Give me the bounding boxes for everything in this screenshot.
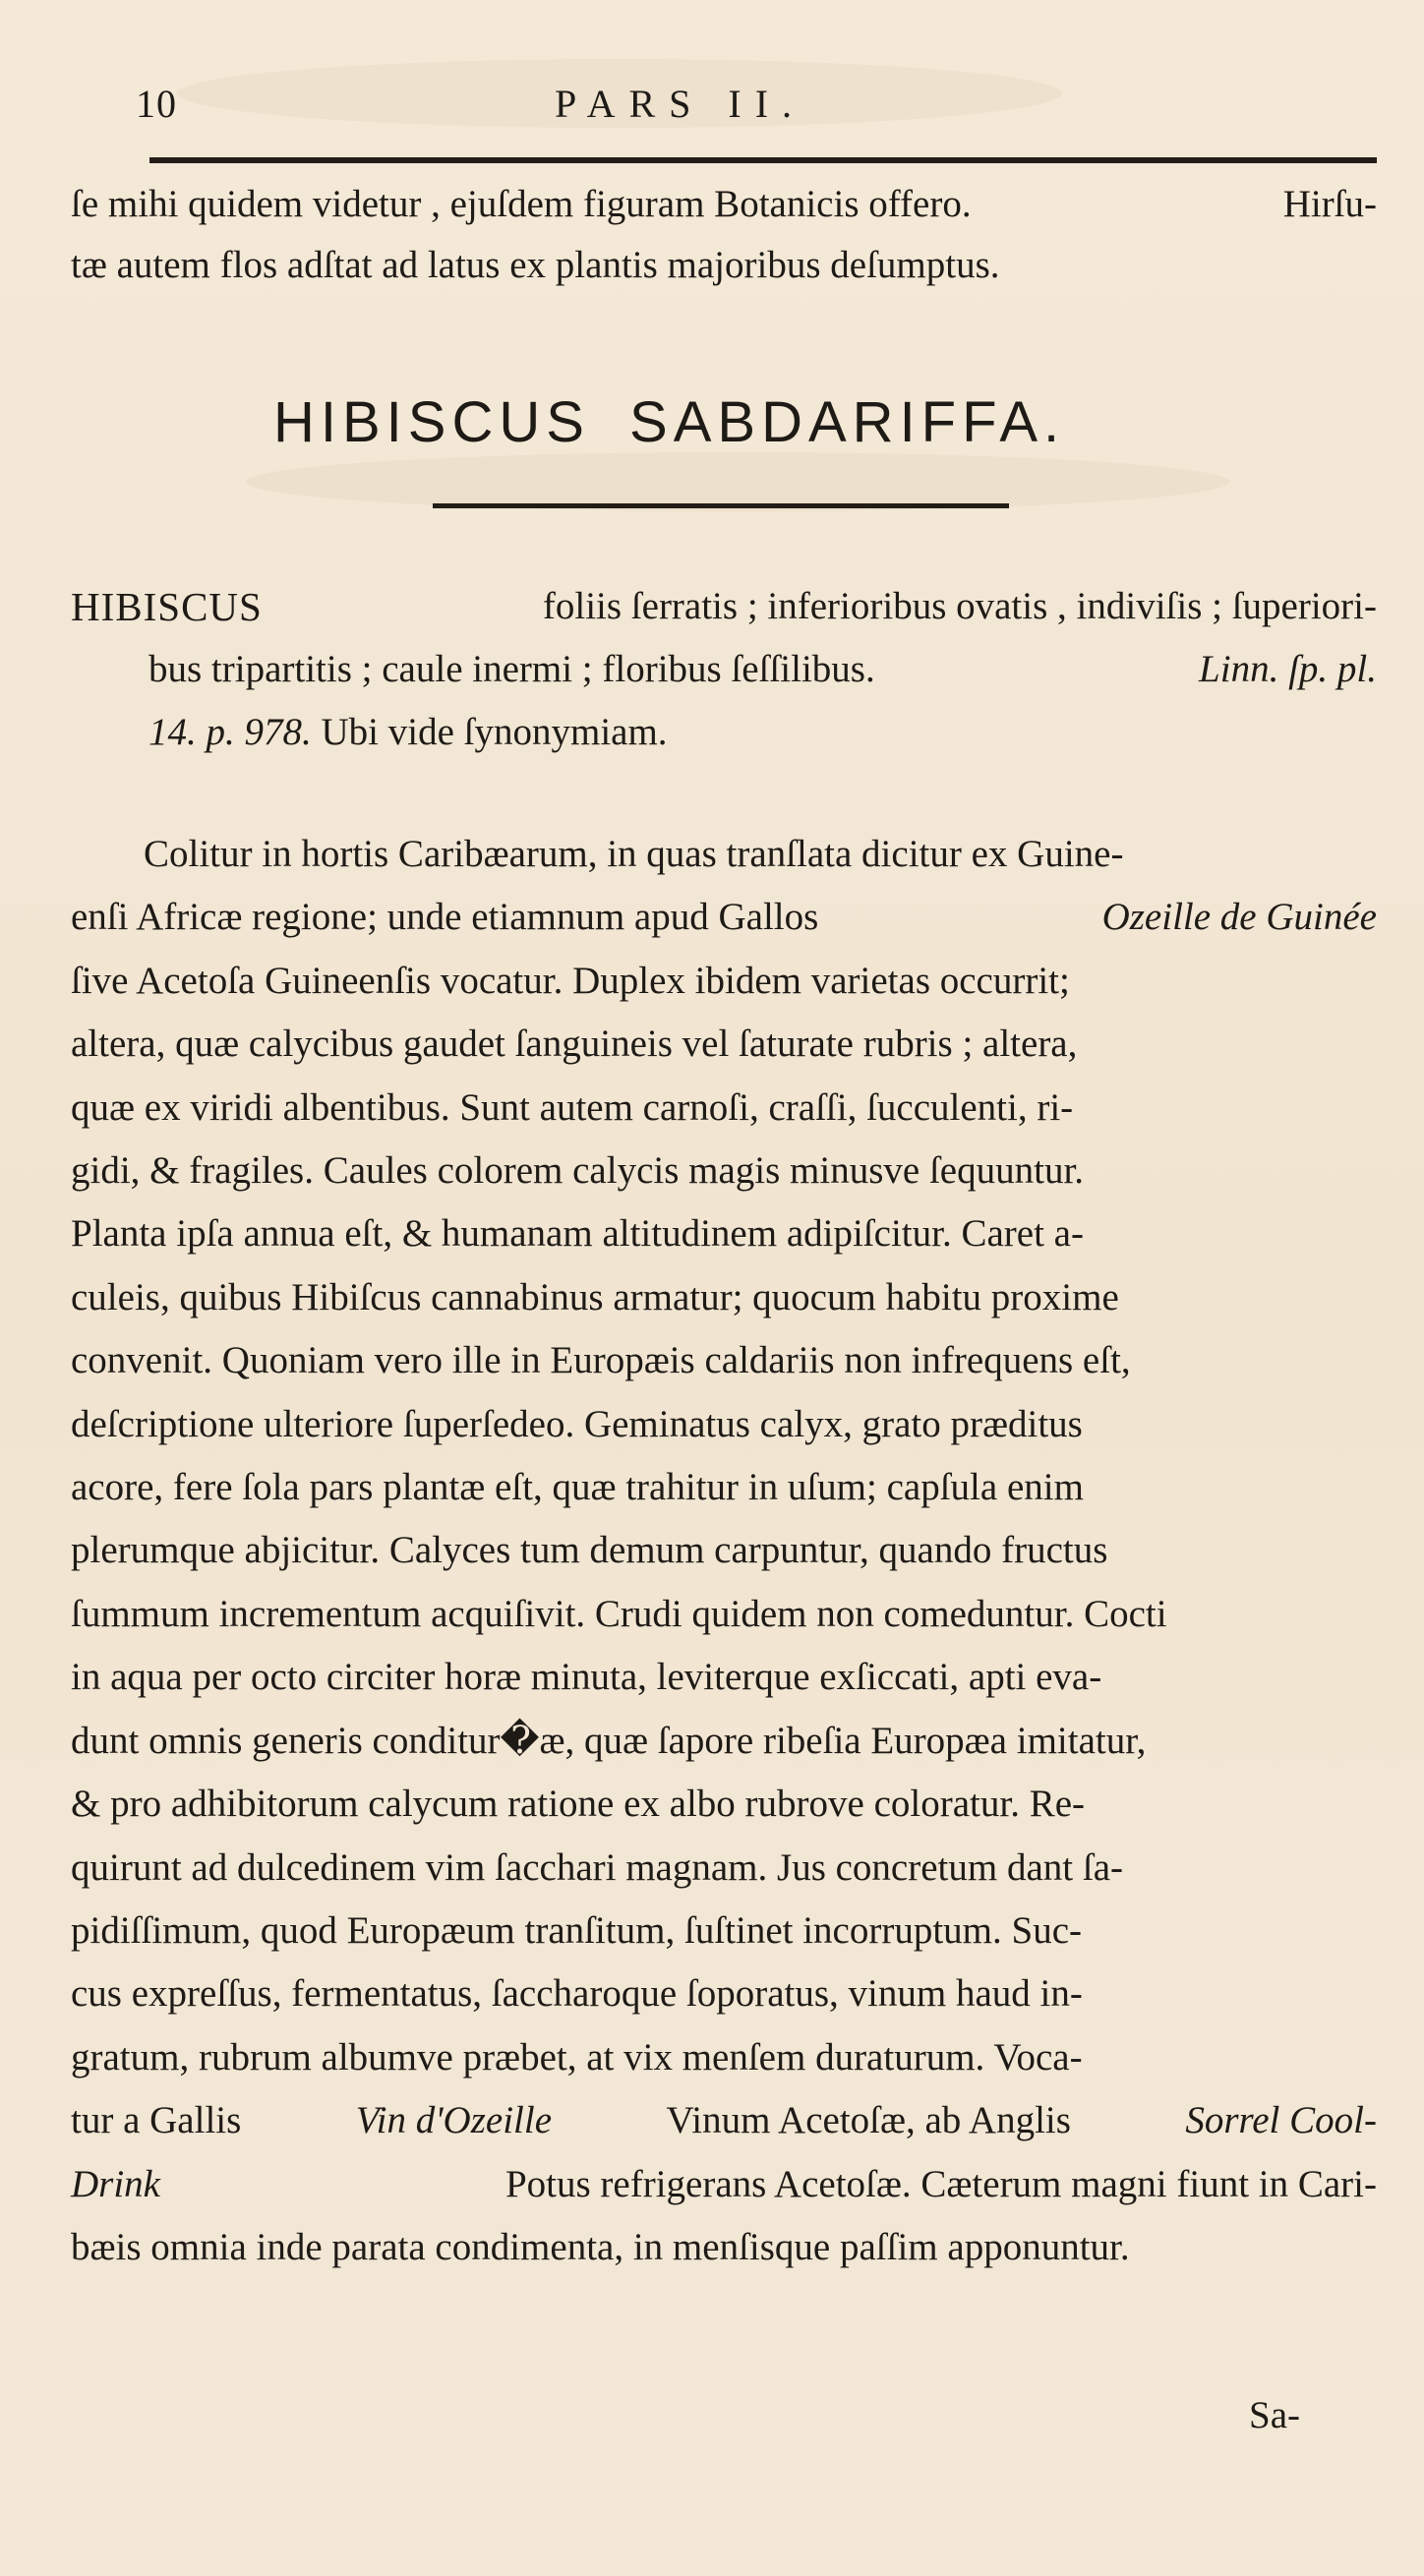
text-line bbox=[71, 886, 1377, 949]
text-segment: convenit. Quoniam vero ille in Europæis caldariis non infrequens eſt, bbox=[71, 1339, 1131, 1382]
italic-term: Drink bbox=[71, 2162, 160, 2205]
text-segment: bæis omnia inde parata condimenta, in menſisque paſſim apponuntur. bbox=[71, 2225, 1130, 2268]
text-segment: Planta ipſa annua eſt, & humanam altitudinem adipiſcitur. Caret a- bbox=[71, 1212, 1084, 1256]
text-line bbox=[71, 2026, 1377, 2089]
section-title: HIBISCUS SABDARIFFA. bbox=[273, 390, 1066, 454]
text-segment: ſive Acetoſa Guineenſis vocatur. Duplex ibidem varietas occurrit; bbox=[71, 959, 1070, 1002]
genus-name: HIBISCUS bbox=[71, 584, 263, 629]
text-segment: culeis, quibus Hibiſcus cannabinus armatur; quocum habitu proxime bbox=[71, 1275, 1119, 1318]
text-segment: foliis ſerratis ; inferioribus ovatis , indiviſis ; ſuperiori- bbox=[542, 585, 1377, 627]
text-segment: deſcriptione ulteriore ſuperſedeo. Geminatus calyx, grato præditus bbox=[71, 1402, 1083, 1445]
text-line bbox=[71, 1646, 1377, 1709]
text-line bbox=[71, 1456, 1377, 1519]
catchword: Sa- bbox=[1249, 2394, 1300, 2436]
text-segment: tæ autem flos adſtat ad latus ex plantis majoribus deſumptus. bbox=[71, 244, 1000, 286]
citation-reference: Linn. ſp. pl. bbox=[1199, 648, 1377, 690]
italic-term: Vin d'Ozeille bbox=[355, 2099, 553, 2142]
text-line bbox=[71, 1329, 1377, 1392]
text-segment: gidi, & fragiles. Caules colorem calycis magis minusve ſequuntur. bbox=[71, 1149, 1085, 1193]
text-line bbox=[71, 2089, 1377, 2152]
text-segment: Potus refrigerans Acetoſæ. Cæterum magni fiunt in Cari- bbox=[504, 2162, 1377, 2205]
text-line bbox=[71, 1837, 1377, 1900]
text-segment: Vinum Acetoſæ, ab Anglis bbox=[666, 2099, 1071, 2142]
text-line bbox=[71, 174, 1377, 235]
text-line bbox=[71, 1140, 1377, 1202]
text-line bbox=[71, 1013, 1377, 1076]
running-head: PARS II. bbox=[555, 82, 806, 126]
text-segment: Ubi vide ſynonymiam. bbox=[321, 711, 668, 753]
text-segment: Colitur in hortis Caribæarum, in quas tranſlata dicitur ex Guine- bbox=[144, 833, 1124, 875]
header-rule bbox=[149, 157, 1377, 163]
text-line bbox=[71, 575, 1377, 638]
text-line bbox=[71, 2153, 1377, 2216]
text-line bbox=[71, 1266, 1377, 1329]
text-segment: quæ ex viridi albentibus. Sunt autem carnoſi, craſſi, ſucculenti, ri- bbox=[71, 1085, 1074, 1129]
text-line bbox=[71, 1519, 1377, 1582]
text-segment: ſe mihi quidem videtur , ejuſdem figuram Botanicis offero. bbox=[71, 183, 972, 225]
text-segment: Hirſu- bbox=[1282, 183, 1377, 225]
text-line bbox=[148, 701, 1377, 764]
text-line bbox=[71, 1393, 1377, 1456]
text-segment: bus tripartitis ; caule inermi ; floribus ſeſſilibus. bbox=[148, 648, 875, 690]
citation-reference: 14. p. 978. bbox=[148, 711, 312, 753]
description-paragraph bbox=[71, 823, 1377, 2279]
text-line bbox=[71, 235, 1377, 296]
page-header bbox=[136, 81, 1377, 140]
text-segment: altera, quæ calycibus gaudet ſanguineis vel ſaturate rubris ; altera, bbox=[71, 1023, 1078, 1066]
text-line bbox=[71, 1710, 1377, 1773]
text-segment: cus expreſſus, fermentatus, ſaccharoque ſoporatus, vinum haud in- bbox=[71, 1972, 1083, 2016]
title-rule bbox=[433, 503, 1009, 508]
italic-term: Ozeille de Guinée bbox=[1101, 896, 1377, 939]
text-segment: pidiſſimum, quod Europæum tranſitum, ſuſtinet incorruptum. Suc- bbox=[71, 1908, 1082, 1952]
text-line bbox=[71, 2216, 1377, 2279]
text-line bbox=[71, 1583, 1377, 1646]
text-segment: gratum, rubrum albumve præbet, at vix menſem duraturum. Voca- bbox=[71, 2035, 1083, 2078]
text-segment: ſummum incrementum acquiſivit. Crudi quidem non comeduntur. Cocti bbox=[71, 1592, 1167, 1635]
text-line bbox=[148, 638, 1377, 701]
species-diagnosis bbox=[71, 575, 1377, 764]
text-segment: enſi Africæ regione; unde etiamnum apud Gallos bbox=[71, 896, 819, 939]
text-line bbox=[71, 823, 1377, 886]
text-segment: quirunt ad dulcedinem vim ſacchari magnam. Jus concretum dant ſa- bbox=[71, 1845, 1123, 1889]
text-line bbox=[71, 950, 1377, 1013]
text-line bbox=[71, 1202, 1377, 1265]
text-segment: acore, fere ſola pars plantæ eſt, quæ trahitur in uſum; capſula enim bbox=[71, 1466, 1084, 1509]
italic-term: Sorrel Cool- bbox=[1185, 2099, 1377, 2142]
text-line bbox=[71, 1962, 1377, 2025]
carry-over-paragraph bbox=[71, 174, 1377, 296]
text-segment: & pro adhibitorum calycum ratione ex albo rubrove coloratur. Re- bbox=[71, 1783, 1086, 1826]
text-segment: in aqua per octo circiter horæ minuta, leviterque exſiccati, apti eva- bbox=[71, 1656, 1102, 1699]
page-number: 10 bbox=[136, 82, 177, 126]
text-line bbox=[71, 1773, 1377, 1836]
text-line bbox=[71, 1900, 1377, 1962]
text-line bbox=[71, 1077, 1377, 1140]
text-segment: tur a Gallis bbox=[71, 2099, 242, 2142]
text-segment: plerumque abjicitur. Calyces tum demum carpuntur, quando fructus bbox=[71, 1529, 1108, 1572]
bleed-through-stain bbox=[246, 452, 1229, 511]
text-segment: dunt omnis generis conditur�æ, quæ ſapore ribeſia Europæa imitatur, bbox=[71, 1719, 1147, 1762]
